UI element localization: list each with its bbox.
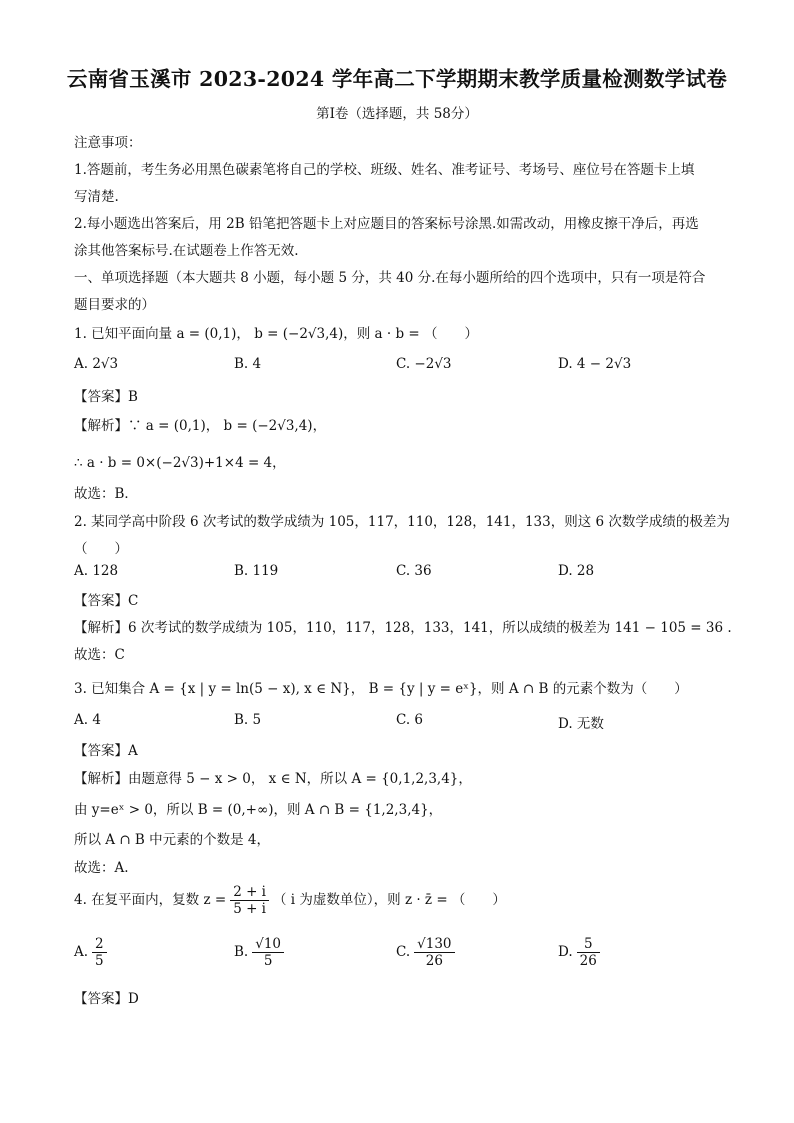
q2-stem: 2. 某同学高中阶段 6 次考试的数学成绩为 105，117，110，128，141，133，则这 6 次数学成绩的极差为 [74, 514, 730, 530]
q2-option-a: A. 128 [74, 563, 119, 579]
q4-option-a-denominator: 5 [95, 953, 104, 970]
q1-answer: 【答案】B [74, 389, 138, 405]
q4-stem-numerator: 2 + i [230, 884, 269, 901]
q4-option-b [234, 936, 288, 969]
notice-heading: 注意事项： [74, 135, 142, 151]
q2-answer: 【答案】C [74, 593, 139, 609]
q1-stem: 1. 已知平面向量 a = (0,1)， b = (−2√3,4)，则 a · b = （ ） [74, 326, 478, 342]
q4-option-d-numerator: 5 [577, 936, 600, 953]
q4-option-b-numerator: √10 [252, 936, 284, 953]
q4-option-c [396, 936, 459, 969]
q4-option-c-denominator: 26 [425, 953, 443, 970]
q3-analysis-2: 由 y=eˣ > 0，所以 B = (0,+∞)，则 A ∩ B = {1,2,3,4}， [74, 802, 443, 818]
q4-stem-prefix: 4. 在复平面内，复数 z = [74, 892, 227, 909]
q1-option-a: A. 2√3 [74, 356, 119, 372]
q2-option-b: B. 119 [234, 563, 279, 579]
q4-stem-fraction [230, 884, 269, 917]
q3-option-a: A. 4 [74, 712, 101, 728]
section-subtitle: 第Ⅰ卷（选择题，共 58分） [316, 106, 478, 122]
section-heading: 一、单项选择题（本大题共 8 小题，每小题 5 分，共 40 分.在每小题所给的四个选项中，只有一项是符合 [74, 270, 706, 286]
notice-item-1: 1.答题前，考生务必用黑色碳素笔将自己的学校、班级、姓名、准考证号、考场号、座位号在答题卡上填 [74, 162, 695, 178]
q2-option-c: C. 36 [396, 563, 432, 579]
q3-option-c: C. 6 [396, 712, 424, 728]
q4-option-b-label: B. [234, 944, 249, 961]
section-heading-cont: 题目要求的） [74, 297, 155, 313]
q4-option-d-fraction [577, 936, 600, 969]
q3-conclusion: 故选：A. [74, 860, 129, 876]
q1-option-d: D. 4 − 2√3 [558, 356, 632, 372]
q4-option-d-denominator: 26 [579, 953, 597, 970]
q4-option-c-fraction [414, 936, 454, 969]
q1-analysis-1: 【解析】∵ a = (0,1)， b = (−2√3,4)， [74, 418, 327, 434]
page-title: 云南省玉溪市 2023-2024 学年高二下学期期末教学质量检测数学试卷 [66, 67, 728, 91]
q1-conclusion: 故选：B． [74, 486, 138, 502]
q1-option-c: C. −2√3 [396, 356, 452, 372]
q3-analysis-3: 所以 A ∩ B 中元素的个数是 4， [74, 832, 271, 848]
q4-option-c-label: C. [396, 944, 411, 961]
q3-answer: 【答案】A [74, 743, 138, 759]
q4-stem [74, 884, 724, 917]
q2-option-d: D. 28 [558, 563, 595, 579]
q4-option-a-label: A. [74, 944, 89, 961]
q4-option-b-denominator: 5 [263, 953, 273, 970]
q2-analysis: 【解析】6 次考试的数学成绩为 105，110，117，128，133，141，所以成绩的极差为 141 − 105 = 36 . [74, 620, 732, 636]
q4-option-c-numerator: √130 [414, 936, 454, 953]
q3-analysis-1: 【解析】由题意得 5 − x > 0， x ∈ N，所以 A = {0,1,2,3,4}， [74, 771, 472, 787]
q4-answer: 【答案】D [74, 991, 139, 1007]
q4-stem-suffix: （ i 为虚数单位），则 z · z̄ = （ ） [273, 892, 506, 909]
q4-option-a-fraction [92, 936, 107, 969]
q2-conclusion: 故选：C [74, 647, 125, 663]
notice-item-2-cont: 涂其他答案标号.在试题卷上作答无效. [74, 243, 299, 259]
q4-option-d-label: D. [558, 944, 573, 961]
q1-analysis-2: ∴ a · b = 0×(−2√3)+1×4 = 4， [74, 455, 286, 471]
q4-option-a-numerator: 2 [92, 936, 107, 953]
q3-option-b: B. 5 [234, 712, 262, 728]
q1-option-b: B. 4 [234, 356, 262, 372]
notice-item-2: 2.每小题选出答案后，用 2B 铅笔把答题卡上对应题目的答案标号涂黑.如需改动，用橡皮擦干净后，再选 [74, 216, 699, 232]
notice-item-1-cont: 写清楚. [74, 189, 119, 205]
q4-option-d [558, 936, 604, 969]
q4-option-b-fraction [252, 936, 284, 969]
q2-stem-cont: （ ） [74, 541, 128, 557]
q3-stem: 3. 已知集合 A = {x | y = ln(5 − x), x ∈ N}， B = {y | y = eˣ}，则 A ∩ B 的元素个数为（ ） [74, 681, 688, 697]
q3-option-d: D. 无数 [558, 716, 604, 732]
q4-stem-denominator: 5 + i [233, 901, 266, 918]
q4-option-a [74, 936, 111, 969]
